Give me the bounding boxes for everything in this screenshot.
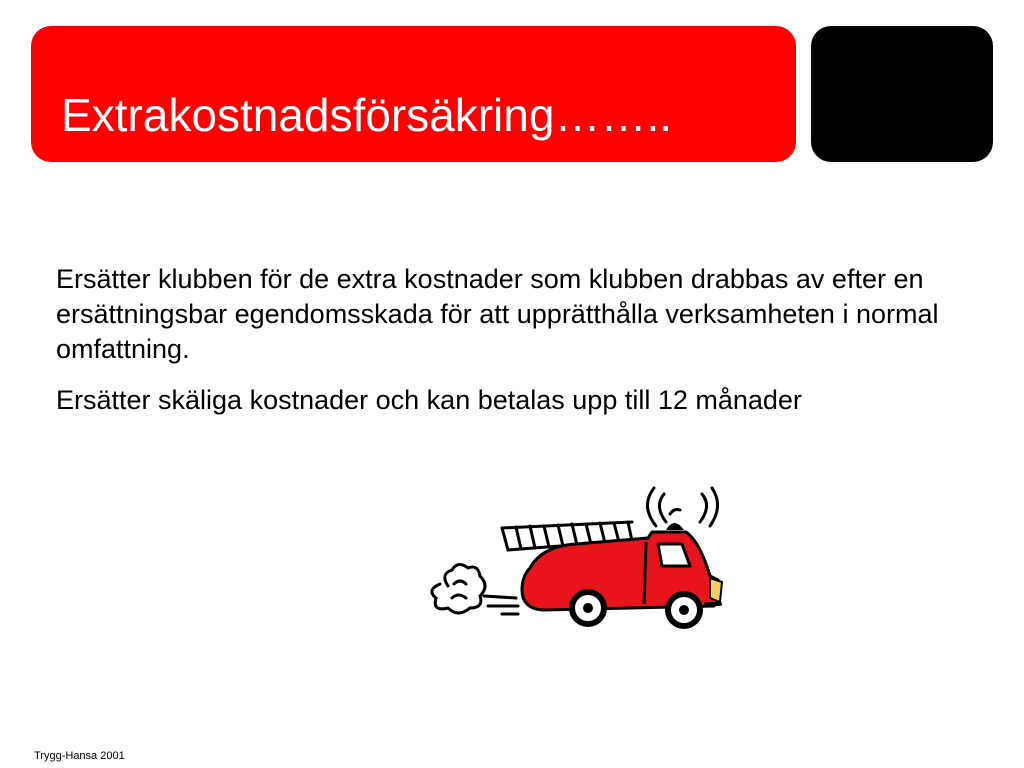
slide-body [56,262,1001,434]
fire-truck-icon [418,486,730,636]
title-bar [31,26,796,162]
corner-block [811,26,993,162]
body-paragraph-1: Ersätter klubben för de extra kostnader som klubben drabbas av efter en ersättningsbar egendomsskada för att upprätthålla verksamheten i normal omfattning. [56,264,939,364]
footer-copyright: Trygg-Hansa 2001 [34,750,125,762]
body-paragraph-2: Ersätter skäliga kostnader och kan betalas upp till 12 månader [56,385,802,415]
slide-title: Extrakostnadsförsäkring…….. [61,89,673,141]
